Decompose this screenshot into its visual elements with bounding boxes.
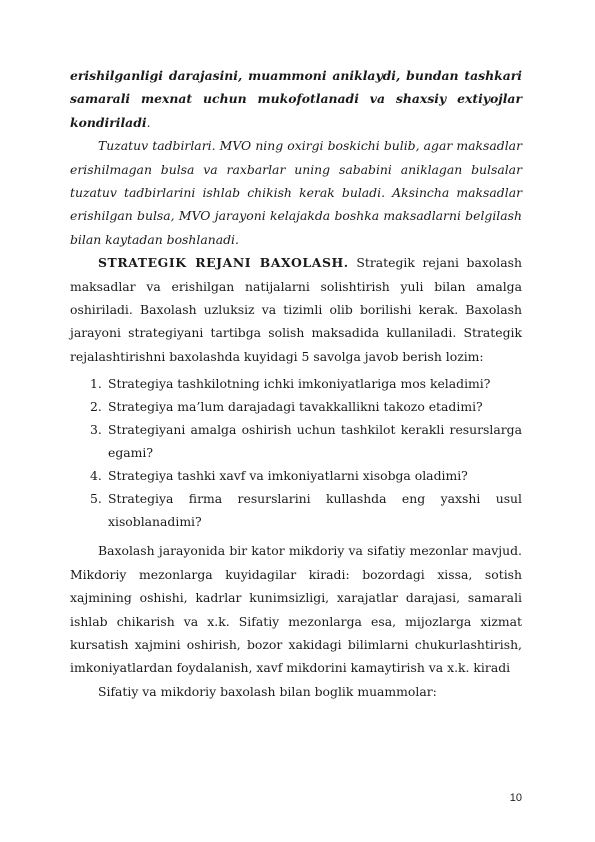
list-item <box>70 418 522 464</box>
paragraph-corrective-actions: Tuzatuv tadbirlari. MVO ning oxirgi boskichi bulib, agar maksadlar erishilmagan bulsa va raxbarlar uning sababini aniklagan bulsalar tuzatuv tadbirlarini ishlab chikish kerak buladi. Aksincha maksadlar erishilgan bulsa, MVO jarayoni kelajakda boshka maksadlarni belgilash bilan kaytadan boshlanadi. <box>70 138 522 247</box>
list-item-number: 2. <box>90 399 102 415</box>
paragraph-evaluation-criteria: Baxolash jarayonida bir kator mikdoriy va sifatiy mezonlar mavjud. Mikdoriy mezonlarga kuyidagilar kiradi: bozordagi xissa, sotish xajmining oshishi, kadrlar kunimsizligi, xarajatlar darajasi, samarali ishlab chikarish va x.k. Sifatiy mezonlarga esa, mijozlarga xizmat kursatish xajmini oshirish, bozor xakidagi bilimlarni chukurlashtirish, imkoniyatlardan foydalanish, xavf mikdorini kamaytirish va x.k. kiradi <box>70 543 522 676</box>
page-number: 10 <box>509 792 522 804</box>
list-item <box>70 372 522 395</box>
list-item <box>70 464 522 487</box>
list-item-text: Strategiyani amalga oshirish uchun tashkilot kerakli resurslarga egami? <box>108 422 522 461</box>
list-item-number: 3. <box>90 422 102 438</box>
section-body: Strategik rejani baxolash maksadlar va erishilgan natijalarni solishtirish yuli bilan amalga oshiriladi. Baxolash uzluksiz va tizimli olib borilishi kerak. Baxolash jarayoni strategiyani tartibga solish maksadida kullaniladi. Strategik rejalashtirishni baxolashda kuyidagi 5 savolga javob berish lozim: <box>70 255 522 364</box>
list-item-text: Strategiya ma’lum darajadagi tavakkallikni takozo etadimi? <box>108 399 483 415</box>
list-item-text: Strategiya firma resurslarini kullashda eng yaxshi usul xisoblanadimi? <box>108 491 522 530</box>
paragraph-intro-line1: erishilganligi darajasini, muammoni aniklaydi, bundan tashkari <box>70 68 522 83</box>
list-item-number: 4. <box>90 468 102 484</box>
section-heading: STRATEGIK REJANI BAXOLASH. <box>98 255 349 271</box>
list-item-text: Strategiya tashki xavf va imkoniyatlarni xisobga oladimi? <box>108 468 468 484</box>
list-item-number: 1. <box>90 376 102 392</box>
intro-line2-text: samarali mexnat uchun mukofotlanadi va shaxsiy extiyojlar kondiriladi <box>70 91 522 130</box>
paragraph-intro-line2 <box>70 87 522 134</box>
list-item <box>70 487 522 533</box>
paragraph-strategic-plan-evaluation <box>70 251 522 368</box>
intro-line2-period: . <box>146 114 151 130</box>
document-body <box>70 64 522 703</box>
list-item-number: 5. <box>90 491 102 507</box>
list-item <box>70 395 522 418</box>
questions-list <box>70 372 522 533</box>
list-item-text: Strategiya tashkilotning ichki imkoniyatlariga mos keladimi? <box>108 376 491 392</box>
paragraph-problems: Sifatiy va mikdoriy baxolash bilan boglik muammolar: <box>98 683 437 699</box>
